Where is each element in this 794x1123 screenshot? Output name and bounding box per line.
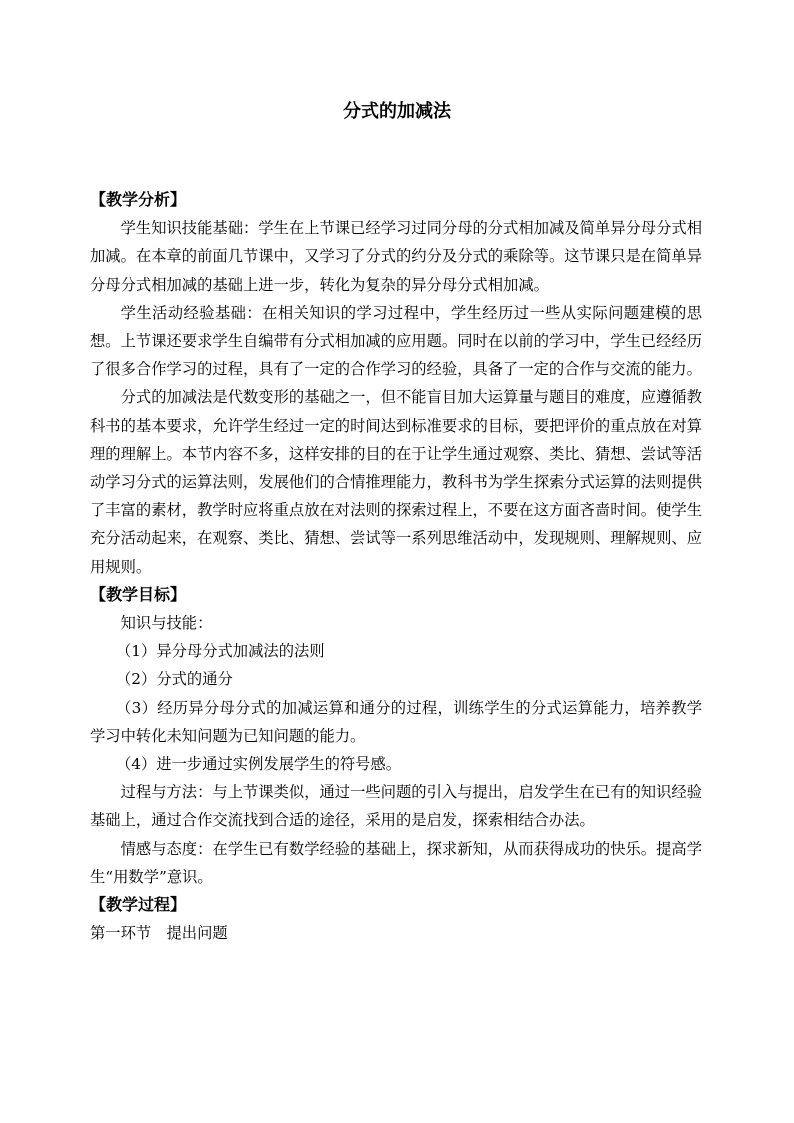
section-heading-goals: 【教学目标】	[90, 584, 187, 604]
document-title: 分式的加减法	[343, 101, 451, 122]
goals-item-1: （1）异分母分式加减法的法则	[116, 642, 325, 661]
goals-knowledge-label: 知识与技能：	[120, 614, 213, 633]
analysis-paragraph-3: 分式的加减法是代数变形的基础之一，但不能盲目加大运算量与题目的难度，应遵循教科书的基本要求，允许学生经过一定的时间达到标准要求的目标，要把评价的重点放在对算理的理解上。本节内容不多，这样安排的目的在于让学生通过观察、类比、猜想、尝试等活动学习分式的运算法则，发展他们的合情推理能力，教科书为学生探索分式运算的法则提供了丰富的素材，教学时应将重点放在对法则的探索过程上，不要在这方面吝啬时间。使学生充分活动起来，在观察、类比、猜想、尝试等一系列思维活动中，发现规则、理解规则、应用规则。	[90, 388, 702, 576]
analysis-paragraph-2: 学生活动经验基础：在相关知识的学习过程中，学生经历过一些从实际问题建模的思想。上节课还要求学生自编带有分式相加减的应用题。同时在以前的学习中，学生已经经历了很多合作学习的过程，具有了一定的合作学习的经验，具备了一定的合作与交流的能力。	[90, 303, 702, 379]
goals-attitude: 情感与态度：在学生已有数学经验的基础上，探求新知，从而获得成功的快乐。提高学生“用数学”意识。	[90, 839, 702, 886]
goals-item-2: （2）分式的通分	[116, 670, 233, 689]
goals-item-3: （3）经历异分母分式的加减运算和通分的过程，训练学生的分式运算能力，培养教学学习中转化未知问题为已知问题的能力。	[90, 698, 702, 745]
section-heading-procedure: 【教学过程】	[90, 895, 187, 915]
analysis-paragraph-1: 学生知识技能基础：学生在上节课已经学习过同分母的分式相加减及简单异分母分式相加减。在本章的前面几节课中，又学习了分式的约分及分式的乘除等。这节课只是在简单异分母分式相加减的基础上进一步，转化为复杂的异分母分式相加减。	[90, 219, 702, 294]
section-heading-analysis: 【教学分析】	[90, 190, 187, 209]
goals-item-4: （4）进一步通过实例发展学生的符号感。	[116, 755, 402, 774]
procedure-step-1: 第一环节 提出问题	[90, 924, 228, 943]
goals-process: 过程与方法：与上节课类似，通过一些问题的引入与提出，启发学生在已有的知识经验基础上，通过合作交流找到合适的途径，采用的是启发，探索相结合办法。	[90, 783, 702, 830]
document-body	[90, 186, 702, 947]
